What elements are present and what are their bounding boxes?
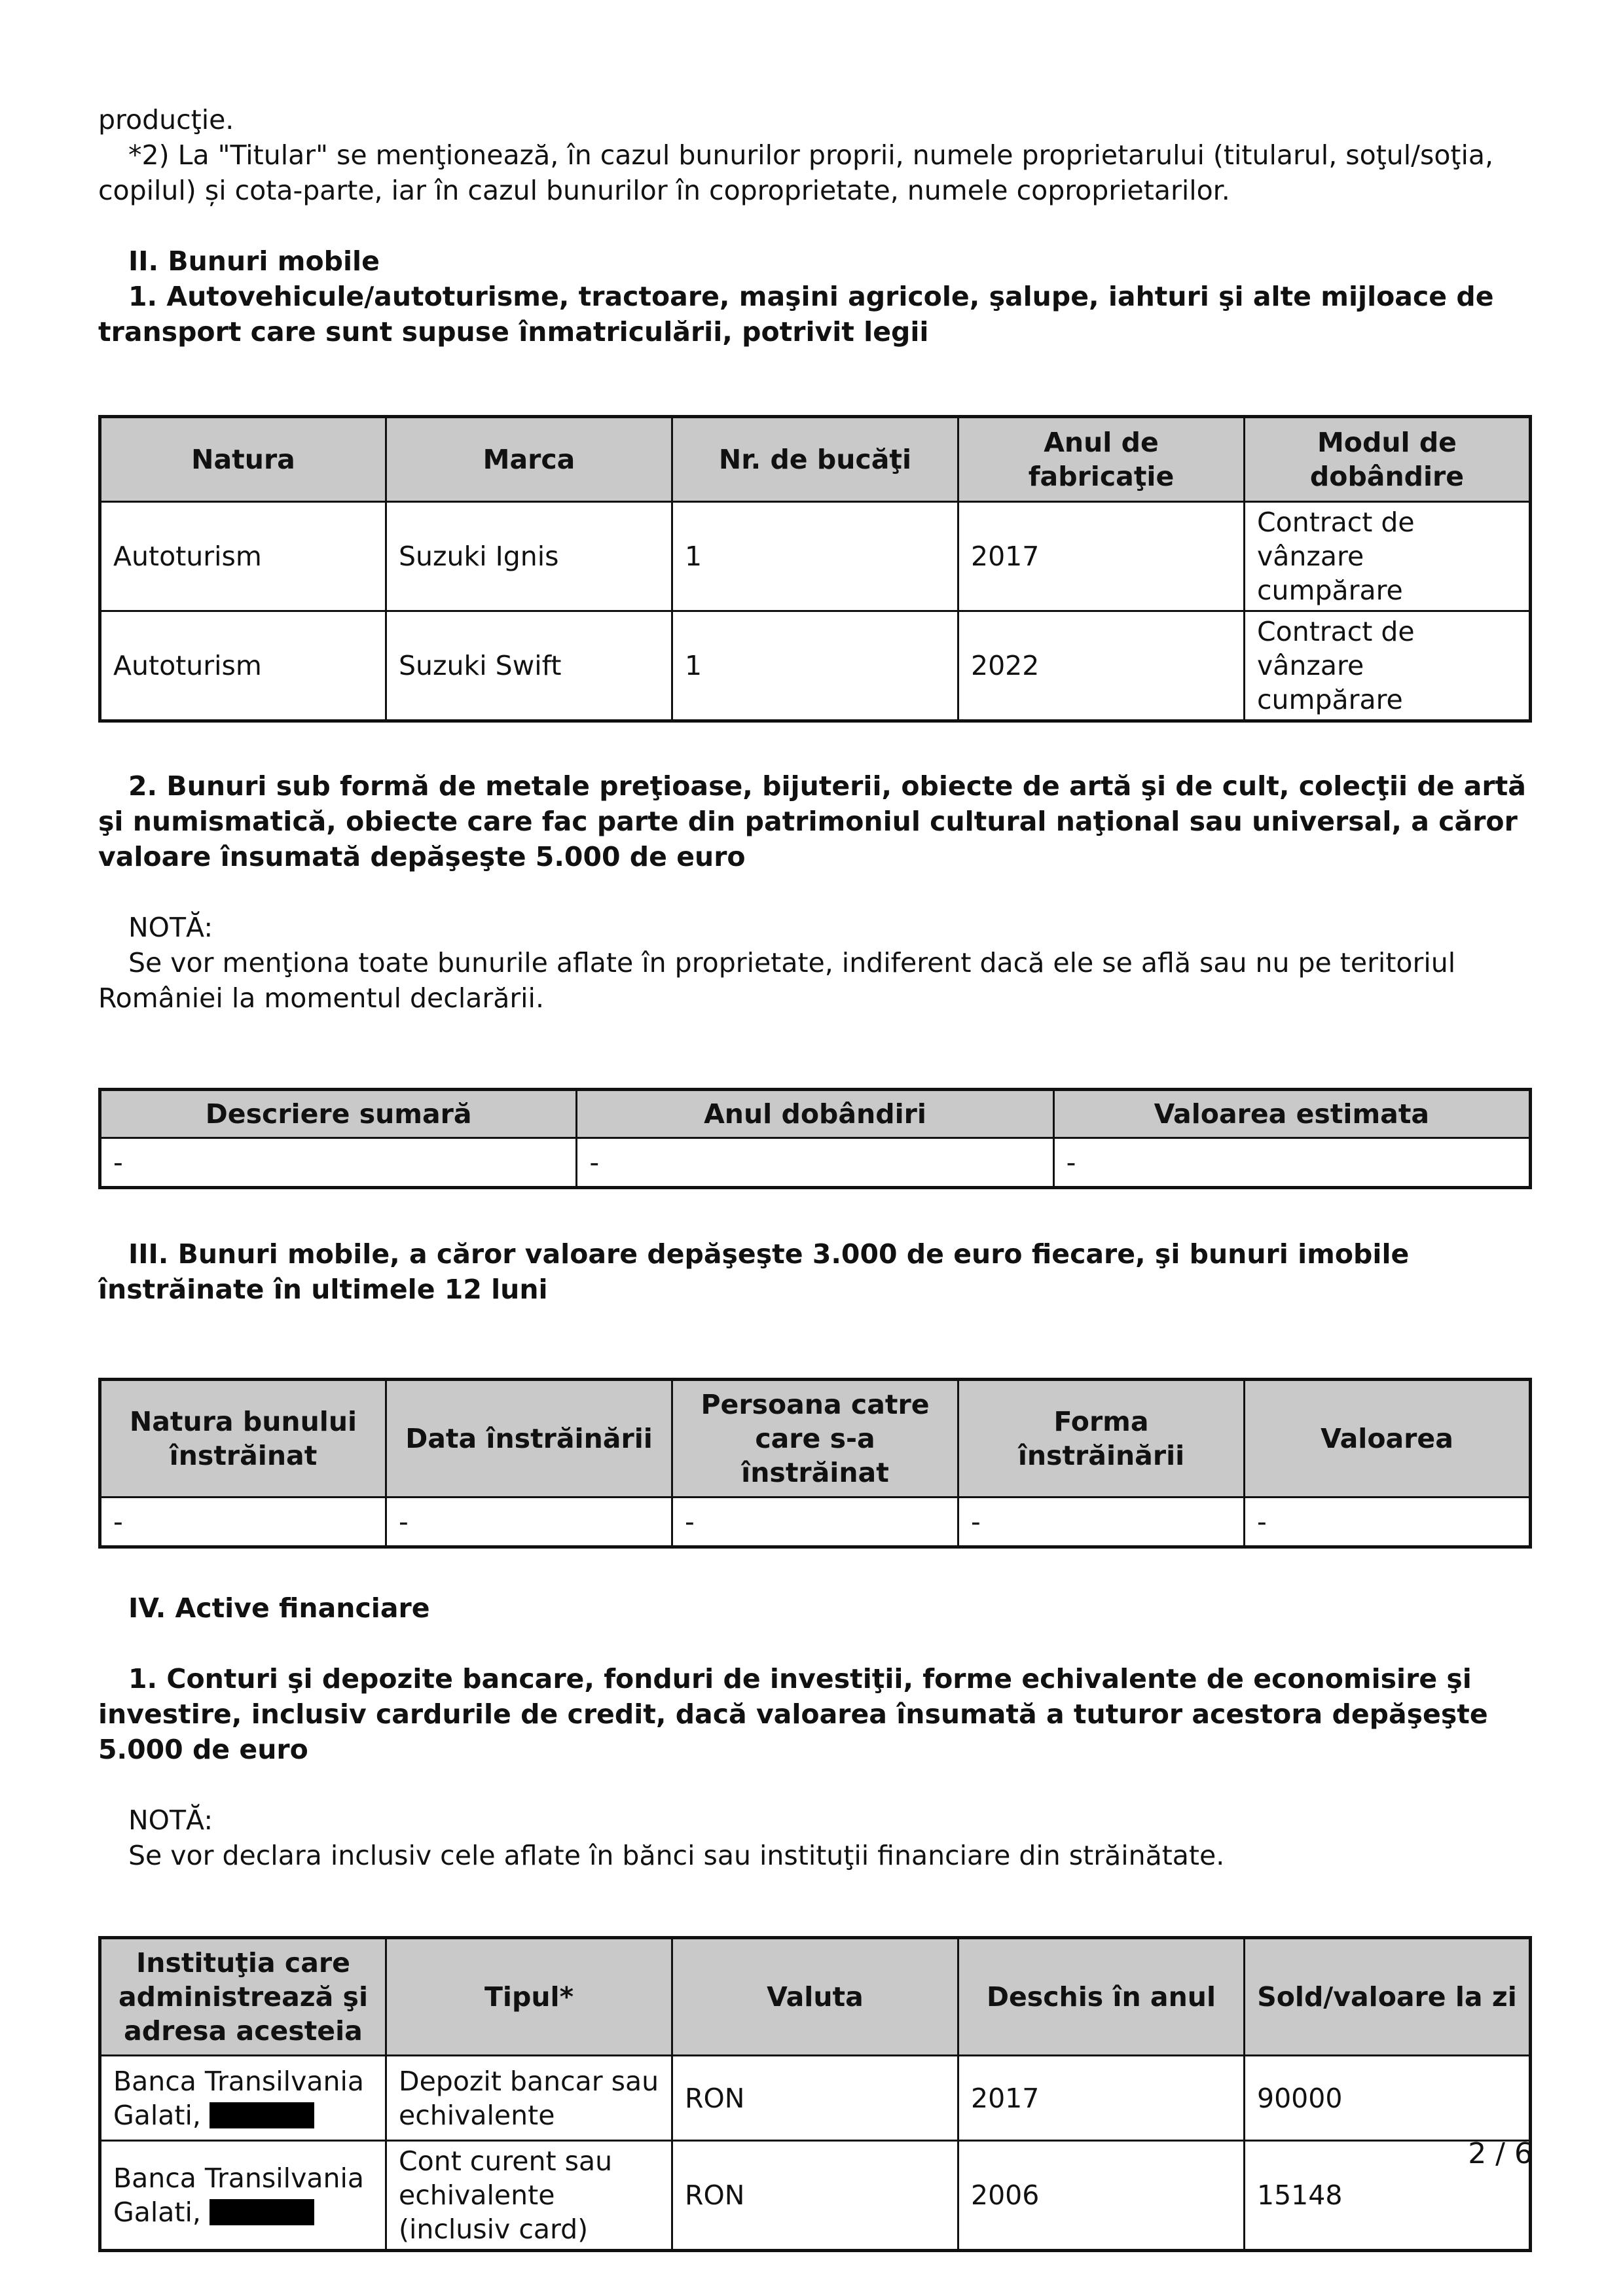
column-header: Anul de fabricaţie [958, 417, 1245, 502]
alienated-table [98, 1378, 1532, 1549]
table-cell: Autoturism [100, 611, 386, 721]
titular-footnote: *2) La "Titular" se menţionează, în cazul bunurilor proprii, numele proprietarului (titularul, soţul/soţia, copilul) și cota-parte, iar în cazul bunurilor în coproprietate, numele coproprietarilor. [98, 139, 1494, 206]
table-cell: - [100, 1138, 577, 1188]
table-cell: 1 [672, 502, 958, 611]
redaction-block [210, 2199, 314, 2225]
table-cell-institution [100, 2141, 386, 2251]
table-header-row [100, 417, 1531, 502]
column-header: Forma înstrăinării [958, 1380, 1245, 1498]
column-header: Tipul* [386, 1938, 672, 2056]
table-cell: - [672, 1498, 958, 1547]
note-label: NOTĂ: [128, 1804, 213, 1836]
column-header: Valuta [672, 1938, 958, 2056]
table-cell: Cont curent sau echivalente (inclusiv card) [386, 2141, 672, 2251]
table-row [100, 1138, 1531, 1188]
column-header: Descriere sumară [100, 1090, 577, 1138]
column-header: Natura bunului înstrăinat [100, 1380, 386, 1498]
accounts-table [98, 1936, 1532, 2252]
column-header: Persoana catre care s-a înstrăinat [672, 1380, 958, 1498]
table-cell: - [1053, 1138, 1530, 1188]
table-cell: - [1245, 1498, 1531, 1547]
table-cell: 1 [672, 611, 958, 721]
table-cell: RON [672, 2056, 958, 2141]
table-row [100, 1498, 1531, 1547]
institution-name: Banca Transilvania [113, 2162, 364, 2194]
intro-continuation: producţie. [98, 104, 234, 135]
column-header: Modul de dobândire [1245, 417, 1531, 502]
institution-city: Galati, [113, 2099, 201, 2131]
subsection-title-valuables: 2. Bunuri sub formă de metale preţioase, bijuterii, obiecte de artă şi de cult, colecţii de artă şi numismatică, obiecte care fac parte din patrimoniul cultural naţional sau universal, a căror valoare însumată depăşeşte 5.000 de euro [98, 770, 1526, 872]
section-title-alienated: III. Bunuri mobile, a căror valoare depăşeşte 3.000 de euro fiecare, şi bunuri imobile înstrăinate în ultimele 12 luni [98, 1238, 1410, 1305]
table-header-row [100, 1380, 1531, 1498]
column-header: Marca [386, 417, 672, 502]
table-cell: 15148 [1245, 2141, 1531, 2251]
table-row [100, 2056, 1531, 2141]
table-cell: Suzuki Swift [386, 611, 672, 721]
section-title-financial-assets: IV. Active financiare [128, 1592, 430, 1624]
table-cell: Autoturism [100, 502, 386, 611]
redaction-block [210, 2102, 314, 2128]
subsection-title-accounts: 1. Conturi şi depozite bancare, fonduri de investiţii, forme echivalente de economisire şi investire, inclusiv cardurile de credit, dacă valoarea însumată a tuturor acestora depăşeşte 5.000 de euro [98, 1663, 1488, 1765]
table-header-row [100, 1938, 1531, 2056]
column-header: Data înstrăinării [386, 1380, 672, 1498]
note-label: NOTĂ: [128, 912, 213, 943]
table-cell: 2017 [958, 2056, 1245, 2141]
institution-name: Banca Transilvania [113, 2065, 364, 2097]
table-cell: 90000 [1245, 2056, 1531, 2141]
valuables-table [98, 1088, 1532, 1189]
table-cell: 2017 [958, 502, 1245, 611]
table-cell: 2022 [958, 611, 1245, 721]
table-row [100, 502, 1531, 611]
table-row [100, 611, 1531, 721]
note-text: Se vor declara inclusiv cele aflate în bănci sau instituţii financiare din străinătate. [128, 1840, 1225, 1871]
table-cell: Contract de vânzare cumpărare [1245, 611, 1531, 721]
subsection-title-vehicles: 1. Autovehicule/autoturisme, tractoare, maşini agricole, şalupe, iahturi şi alte mijloace de transport care sunt supuse înmatriculării, potrivit legii [98, 281, 1494, 348]
table-header-row [100, 1090, 1531, 1138]
table-cell-institution [100, 2056, 386, 2141]
table-cell: RON [672, 2141, 958, 2251]
note-text: Se vor menţiona toate bunurile aflate în proprietate, indiferent dacă ele se află sau nu pe teritoriul României la momentul declarării. [98, 947, 1456, 1014]
table-cell: Depozit bancar sau echivalente [386, 2056, 672, 2141]
column-header: Deschis în anul [958, 1938, 1245, 2056]
column-header: Anul dobândiri [577, 1090, 1053, 1138]
column-header: Instituţia care administrează şi adresa acesteia [100, 1938, 386, 2056]
table-cell: - [100, 1498, 386, 1547]
table-cell: - [958, 1498, 1245, 1547]
column-header: Nr. de bucăţi [672, 417, 958, 502]
table-cell: Contract de vânzare cumpărare [1245, 502, 1531, 611]
column-header: Sold/valoare la zi [1245, 1938, 1531, 2056]
section-title-bunuri-mobile: II. Bunuri mobile [128, 245, 380, 277]
institution-city: Galati, [113, 2197, 201, 2228]
page-content [98, 102, 1532, 2252]
table-cell: - [577, 1138, 1053, 1188]
column-header: Valoarea [1245, 1380, 1531, 1498]
table-cell: - [386, 1498, 672, 1547]
column-header: Natura [100, 417, 386, 502]
column-header: Valoarea estimata [1053, 1090, 1530, 1138]
page-number: 2 / 6 [1468, 2137, 1533, 2170]
table-cell: 2006 [958, 2141, 1245, 2251]
table-row [100, 2141, 1531, 2251]
vehicles-table [98, 415, 1532, 723]
table-cell: Suzuki Ignis [386, 502, 672, 611]
